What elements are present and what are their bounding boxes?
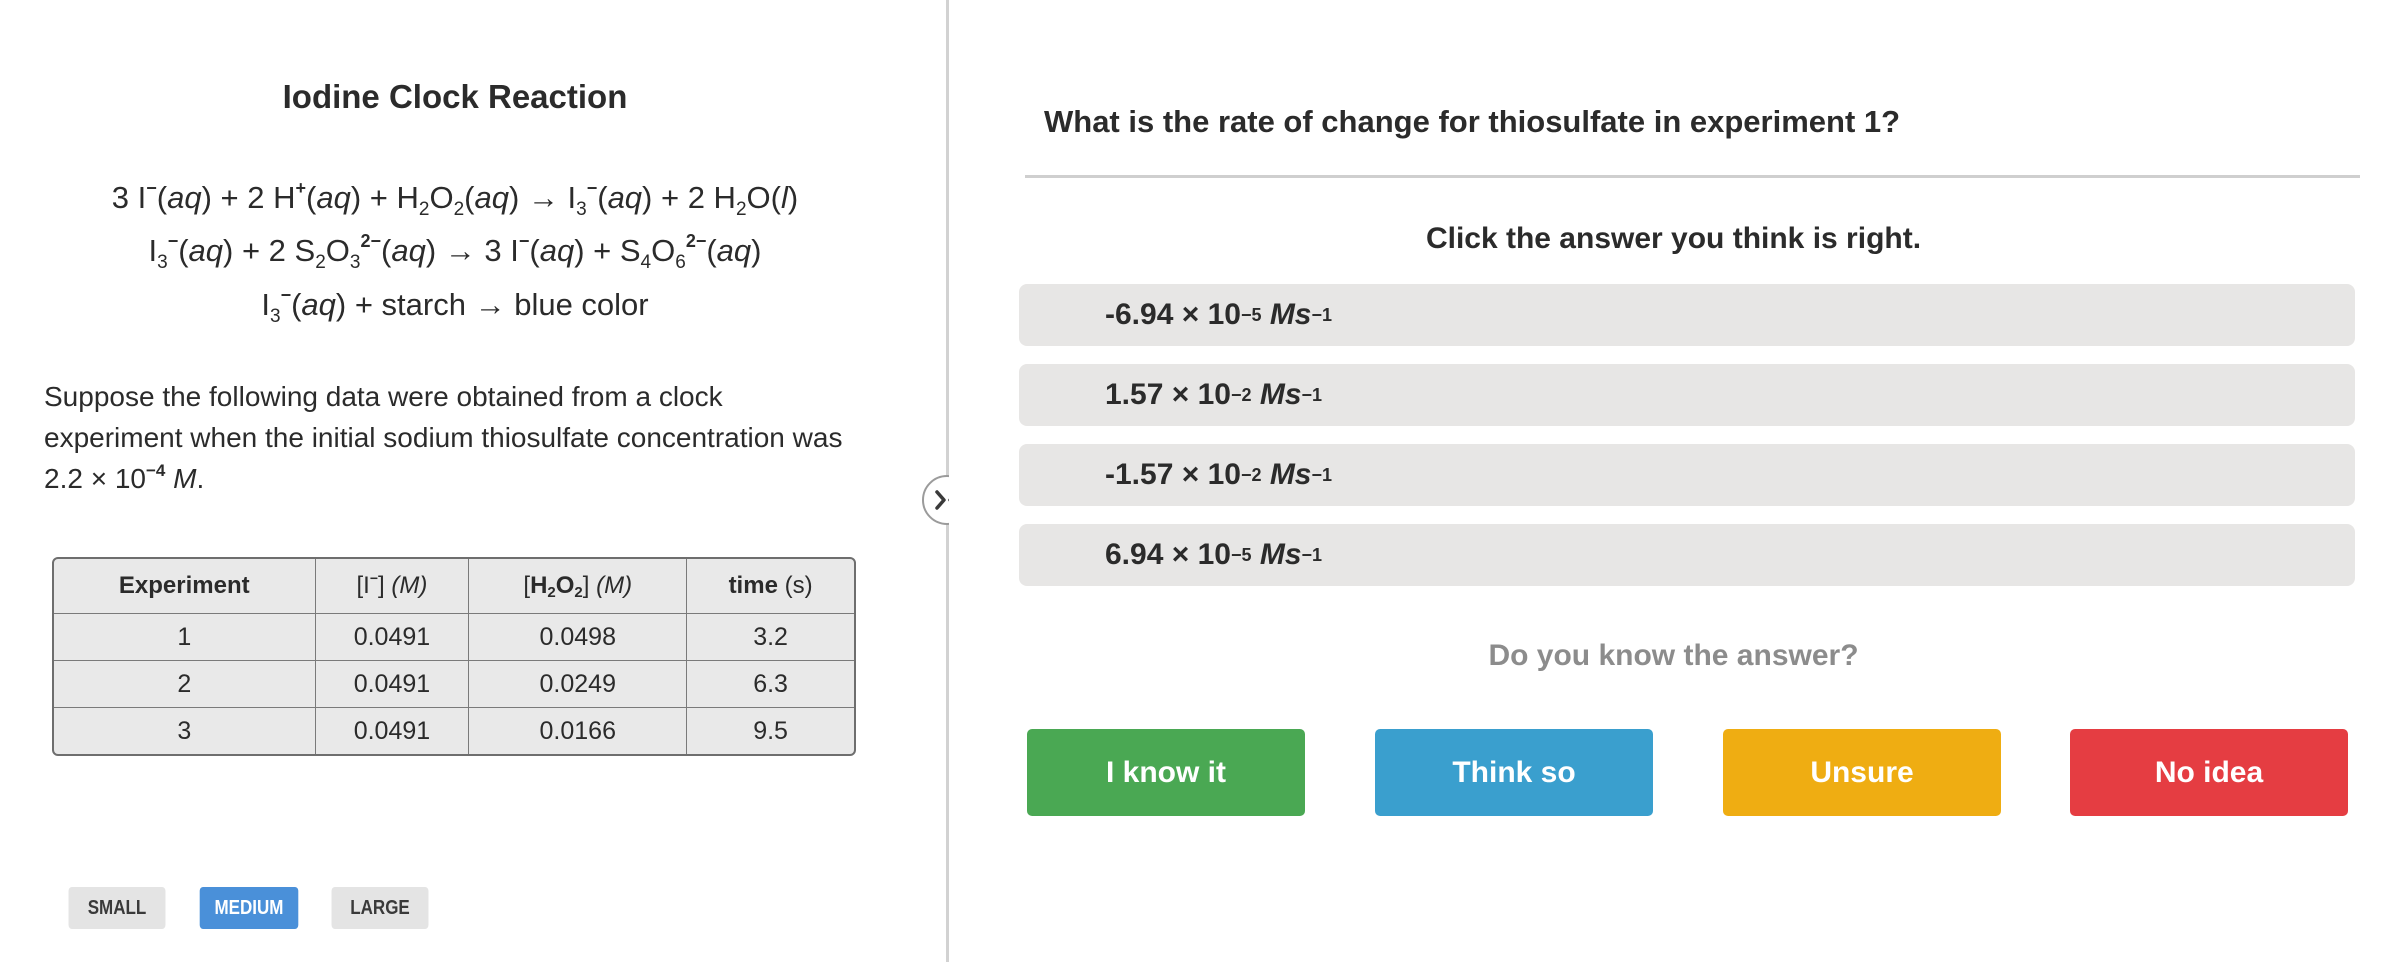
table-header-row (54, 559, 854, 614)
cell-exp: 3 (54, 708, 316, 754)
i-know-it-button[interactable]: I know it (1027, 729, 1305, 816)
equation-2: $I_3^-(aq) + 2$ $S_2O_3^{2-}(aq) \to 3$ $I^-(aq) + S_4O_6^{2-}(aq)$ (148, 231, 762, 273)
instruction-text: Click the answer you think is right. (1425, 222, 1922, 255)
think-so-button[interactable]: Think so (1375, 729, 1653, 816)
size-medium-button[interactable]: MEDIUM (200, 887, 299, 929)
cell-exp: 1 (54, 614, 316, 661)
question-text: What is the rate of change for thiosulfate in experiment 1? (1044, 104, 1901, 139)
cell-iodide: 0.0491 (316, 708, 470, 754)
answer-option-3[interactable]: -1.57 × 10 −2 Ms −1 (1019, 444, 2355, 506)
cell-time: 3.2 (687, 614, 854, 661)
cell-time: 6.3 (687, 661, 854, 708)
table-row (54, 614, 854, 661)
cell-h2o2: 0.0498 (469, 614, 687, 661)
right-panel (949, 0, 2398, 962)
no-idea-button[interactable]: No idea (2070, 729, 2348, 816)
confidence-prompt: Do you know the answer? (1488, 639, 1859, 672)
col-h2o2: $[H_2O_2]$ (M) (469, 559, 687, 614)
col-iodide: [I−] (M) (316, 559, 470, 614)
answer-option-2[interactable]: 1.57 × 10 −2 Ms −1 (1019, 364, 2355, 426)
equation-1: 3 I−(aq) + 2 $H^+(aq) + H_2O_2(aq) \to I_3^-(aq) + 2$ $H_2O(l)$ (111, 178, 799, 220)
data-table (52, 557, 856, 756)
answer-option-1[interactable]: -6.94 × 10 −5 Ms −1 (1019, 284, 2355, 346)
cell-time: 9.5 (753, 716, 788, 745)
question-divider (1025, 175, 2360, 178)
cell-iodide: 0.0491 (316, 614, 470, 661)
cell-exp: 2 (54, 661, 316, 708)
table-row (54, 661, 854, 708)
left-panel (0, 0, 946, 962)
size-small-button[interactable]: SMALL (69, 887, 166, 929)
col-time: time (s) (687, 559, 854, 614)
page-title: Iodine Clock Reaction (282, 78, 628, 115)
col-experiment: Experiment (54, 559, 316, 614)
equation-3: $I_3^-(aq)$ + starch → blue color (261, 285, 649, 327)
cell-iodide: 0.0491 (316, 661, 470, 708)
size-large-button[interactable]: LARGE (332, 887, 429, 929)
cell-h2o2: 0.0249 (469, 661, 687, 708)
table-row (54, 708, 854, 754)
answer-option-4[interactable]: 6.94 × 10 −5 Ms −1 (1019, 524, 2355, 586)
problem-statement: Suppose the following data were obtained from a clock experiment when the initial sodium thiosulfate concentration was $2.2 \times 10^{-4}$ M. (44, 381, 843, 494)
cell-h2o2: 0.0166 (469, 708, 687, 754)
unsure-button[interactable]: Unsure (1723, 729, 2001, 816)
